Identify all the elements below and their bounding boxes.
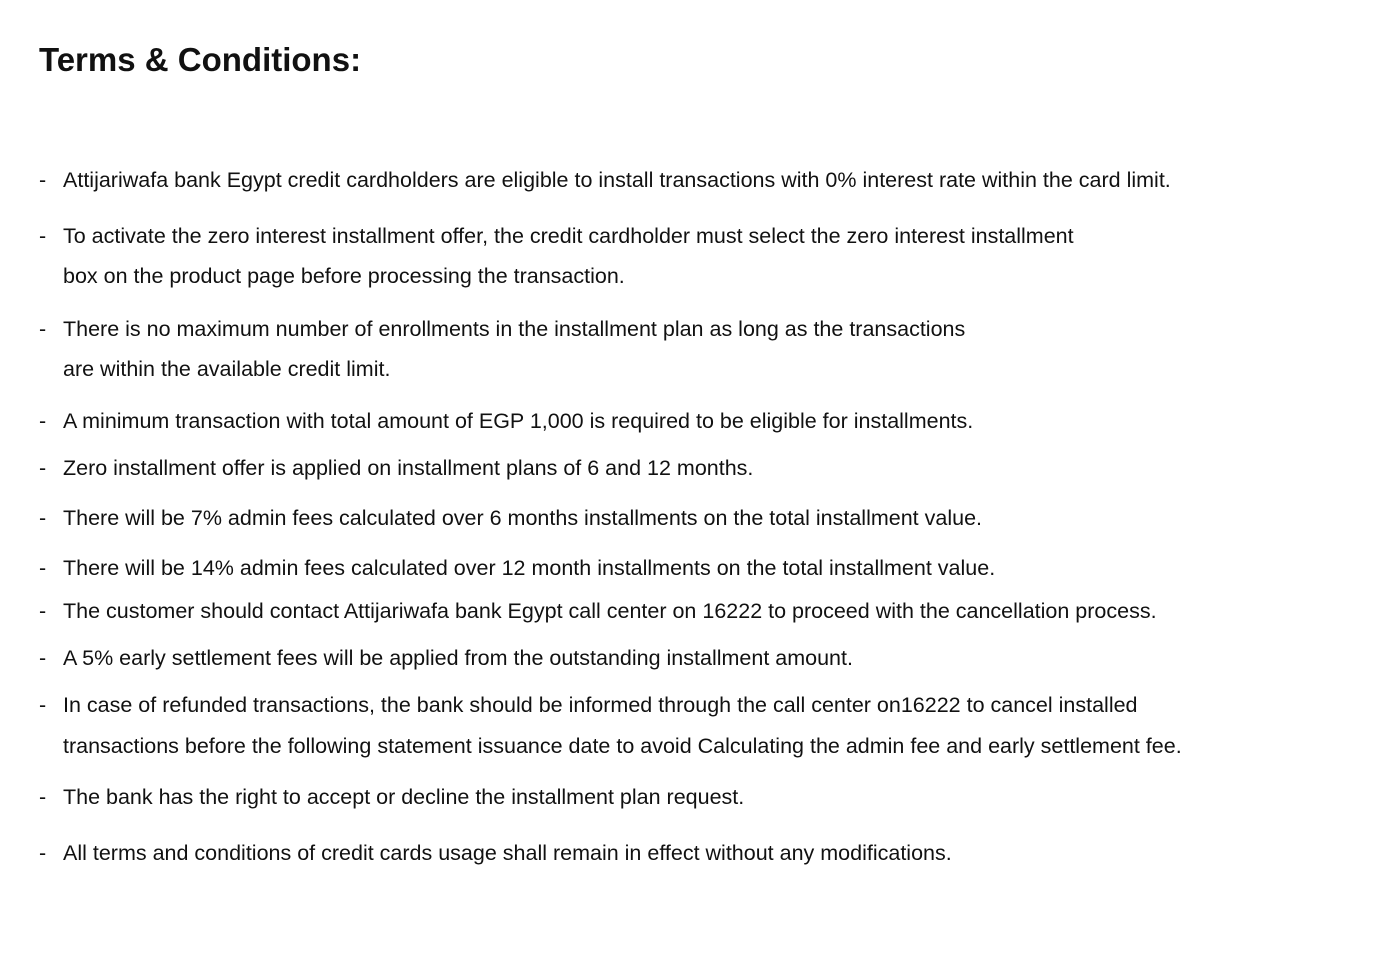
- bullet-dash: -: [39, 168, 47, 192]
- term-item: [39, 498, 1379, 538]
- term-item: [39, 548, 1379, 588]
- term-text: [63, 309, 1379, 389]
- term-item: [39, 591, 1379, 631]
- term-item: [39, 777, 1379, 817]
- term-text: [63, 591, 1379, 631]
- bullet-dash: -: [39, 599, 47, 623]
- page-title: Terms & Conditions:: [39, 41, 362, 78]
- term-line: Zero installment offer is applied on installment plans of 6 and 12 months.: [63, 456, 754, 480]
- term-text: [63, 548, 1379, 588]
- term-line: A 5% early settlement fees will be applied from the outstanding installment amount.: [63, 646, 853, 670]
- term-line: In case of refunded transactions, the bank should be informed through the call center on16222 to cancel installed: [63, 693, 1138, 717]
- term-line: transactions before the following statement issuance date to avoid Calculating the admin fee and early settlement fee.: [63, 734, 1182, 758]
- term-text: [63, 401, 1379, 441]
- bullet-dash: -: [39, 785, 47, 809]
- term-item: [39, 401, 1379, 441]
- term-item: [39, 833, 1379, 873]
- bullet-dash: -: [39, 224, 47, 248]
- term-item: [39, 685, 1379, 767]
- term-line: The customer should contact Attijariwafa bank Egypt call center on 16222 to proceed with the cancellation process.: [63, 599, 1157, 623]
- term-line: There will be 7% admin fees calculated over 6 months installments on the total installment value.: [63, 506, 982, 530]
- term-line: box on the product page before processing the transaction.: [63, 264, 625, 288]
- term-line: A minimum transaction with total amount of EGP 1,000 is required to be eligible for installments.: [63, 409, 974, 433]
- term-text: [63, 448, 1379, 488]
- term-item: [39, 638, 1379, 678]
- term-text: [63, 833, 1379, 873]
- term-text: [63, 216, 1379, 296]
- term-text: [63, 498, 1379, 538]
- term-item: [39, 309, 1379, 389]
- term-text: [63, 160, 1379, 200]
- term-line: Attijariwafa bank Egypt credit cardholders are eligible to install transactions with 0% interest rate within the card limit.: [63, 168, 1171, 192]
- term-item: [39, 216, 1379, 296]
- bullet-dash: -: [39, 506, 47, 530]
- terms-list: [39, 160, 1379, 873]
- term-line: All terms and conditions of credit cards usage shall remain in effect without any modifications.: [63, 841, 952, 865]
- term-item: [39, 160, 1379, 200]
- bullet-dash: -: [39, 317, 47, 341]
- term-text: [63, 777, 1379, 817]
- term-line: are within the available credit limit.: [63, 357, 391, 381]
- term-line: There will be 14% admin fees calculated over 12 month installments on the total installment value.: [63, 556, 996, 580]
- term-text: [63, 685, 1379, 767]
- term-item: [39, 448, 1379, 488]
- term-line: There is no maximum number of enrollments in the installment plan as long as the transactions: [63, 317, 966, 341]
- term-line: To activate the zero interest installment offer, the credit cardholder must select the zero interest installment: [63, 224, 1074, 248]
- bullet-dash: -: [39, 646, 47, 670]
- bullet-dash: -: [39, 693, 47, 717]
- bullet-dash: -: [39, 841, 47, 865]
- bullet-dash: -: [39, 556, 47, 580]
- bullet-dash: -: [39, 456, 47, 480]
- bullet-dash: -: [39, 409, 47, 433]
- term-text: [63, 638, 1379, 678]
- term-line: The bank has the right to accept or decline the installment plan request.: [63, 785, 745, 809]
